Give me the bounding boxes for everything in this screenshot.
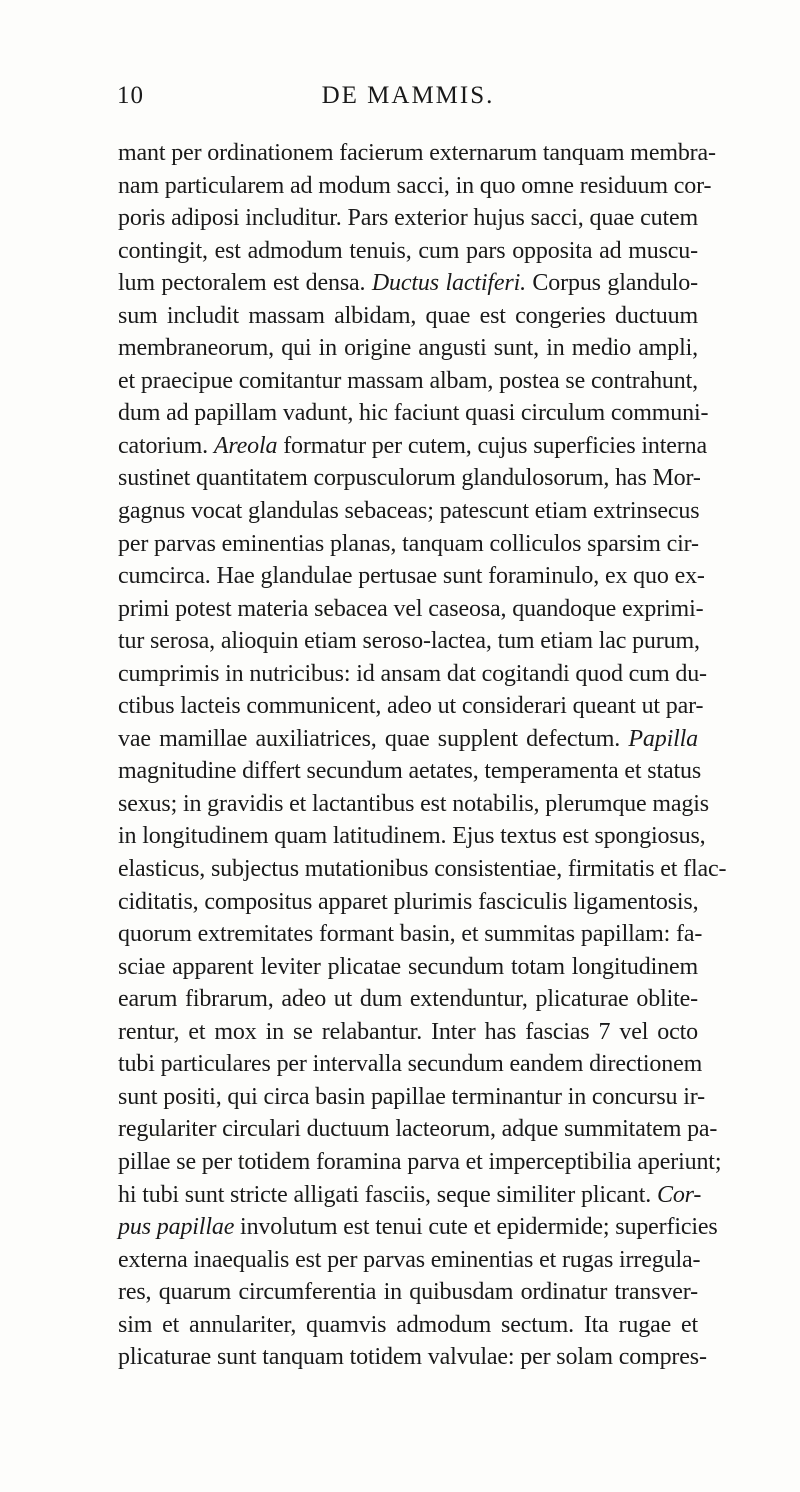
text-run: tur serosa, alioquin etiam seroso-lactea, tum etiam lac purum, (118, 628, 700, 655)
running-title: DE MAMMIS. (321, 82, 495, 109)
text-line (118, 170, 712, 203)
text-run: sum includit massam albidam, quae est congeries ductuum (118, 302, 698, 329)
text-run: nam particularem ad modum sacci, in quo omne residuum cor- (118, 172, 712, 199)
text-run: per parvas eminentias planas, tanquam colliculos sparsim cir- (118, 530, 699, 557)
text-run: contingit, est admodum tenuis, cum pars opposita ad muscu- (118, 237, 698, 264)
text-run: poris adiposi includitur. Pars exterior hujus sacci, quae cutem (118, 205, 698, 232)
text-line (118, 1016, 698, 1049)
text-run: sustinet quantitatem corpusculorum glandulosorum, has Mor- (118, 465, 701, 492)
text-run: cumcirca. Hae glandulae pertusae sunt foraminulo, ex quo ex- (118, 563, 705, 590)
text-line (118, 462, 701, 495)
text-run: elasticus, subjectus mutationibus consistentiae, firmitatis et flac- (118, 856, 727, 883)
text-run: mant per ordinationem facierum externarum tanquam membra- (118, 140, 716, 166)
italic-run: Papilla (628, 725, 698, 752)
text-line (118, 593, 704, 626)
text-run: magnitudine differt secundum aetates, temperamenta et status (118, 758, 702, 785)
text-run: primi potest materia sebacea vel caseosa, quandoque exprimi- (118, 595, 704, 622)
running-head (117, 82, 699, 116)
page-number: 10 (117, 82, 144, 109)
text-run: regulariter circulari ductuum lacteorum, adque summitatem pa- (118, 1116, 718, 1143)
text-run: rentur, et mox in se relabantur. Inter has fascias 7 vel octo (118, 1018, 698, 1045)
text-run: hi tubi sunt stricte alligati fasciis, seque similiter plicant. (118, 1181, 657, 1208)
text-line (118, 430, 707, 463)
text-line (118, 1048, 703, 1081)
text-run: plicaturae sunt tanquam totidem valvulae: per solam compres- (118, 1344, 707, 1371)
text-run: in longitudinem quam latitudinem. Ejus textus est spongiosus, (118, 823, 706, 850)
text-line (118, 1341, 707, 1374)
italic-run: Areola (213, 432, 278, 459)
text-run: Corpus glandulo- (525, 270, 698, 297)
text-line (118, 1146, 722, 1179)
text-line (118, 723, 698, 756)
text-line (118, 918, 703, 951)
text-line (118, 755, 702, 788)
body-text (118, 137, 727, 1374)
text-line (118, 1309, 698, 1342)
text-run: cumprimis in nutricibus: id ansam dat cogitandi quod cum du- (118, 660, 707, 687)
text-line (118, 235, 698, 268)
text-run: res, quarum circumferentia in quibusdam ordinatur transver- (118, 1279, 698, 1306)
text-line (118, 495, 698, 528)
italic-run: pus papillae (118, 1214, 235, 1241)
text-line (118, 1179, 702, 1212)
text-line (118, 690, 704, 723)
text-run: et praecipue comitantur massam albam, postea se contrahunt, (118, 367, 698, 394)
text-line (118, 1276, 698, 1309)
text-run: dum ad papillam vadunt, hic faciunt quasi circulum communi- (118, 400, 709, 427)
text-line (118, 625, 698, 658)
text-run: ctibus lacteis communicent, adeo ut considerari queant ut par- (118, 693, 704, 720)
text-line (118, 658, 707, 691)
text-line (118, 202, 698, 235)
text-run: formatur per cutem, cujus superficies interna (277, 432, 707, 459)
text-run: sim et annulariter, quamvis admodum sectum. Ita rugae et (118, 1311, 698, 1338)
text-run: involutum est tenui cute et epidermide; superficies (234, 1214, 718, 1241)
text-line (118, 332, 698, 365)
text-run: membraneorum, qui in origine angusti sunt, in medio ampli, (118, 335, 698, 362)
text-line (118, 1211, 718, 1244)
italic-run: Ductus lactiferi. (371, 270, 526, 297)
text-line (118, 951, 698, 984)
text-run: gagnus vocat glandulas sebaceas; patescunt etiam extrinsecus (118, 498, 700, 525)
text-line (118, 300, 698, 333)
text-line (118, 267, 698, 300)
text-run: quorum extremitates formant basin, et summitas papillam: fa- (118, 921, 703, 948)
text-line (118, 1081, 705, 1114)
text-line (118, 983, 698, 1016)
text-line (118, 137, 716, 170)
text-line (118, 528, 698, 561)
text-line (118, 560, 705, 593)
text-line (118, 886, 698, 919)
text-run: pillae se per totidem foramina parva et imperceptibilia aperiunt; (118, 1148, 722, 1175)
text-line (118, 1244, 701, 1277)
text-line (118, 820, 706, 853)
text-run: sunt positi, qui circa basin papillae terminantur in concursu ir- (118, 1083, 705, 1110)
text-run: catorium. (118, 432, 214, 459)
text-line (118, 1113, 718, 1146)
text-line (118, 788, 709, 821)
text-line (118, 397, 709, 430)
italic-run: Cor- (656, 1181, 702, 1208)
text-run: lum pectoralem est densa. (118, 270, 372, 297)
text-run: ciditatis, compositus apparet plurimis fasciculis ligamentosis, (118, 888, 699, 915)
text-run: earum fibrarum, adeo ut dum extenduntur, plicaturae oblite- (118, 986, 698, 1013)
text-run: vae mamillae auxiliatrices, quae supplent defectum. (118, 725, 629, 752)
text-run: sexus; in gravidis et lactantibus est notabilis, plerumque magis (118, 790, 709, 817)
text-run: externa inaequalis est per parvas eminentias et rugas irregula- (118, 1246, 701, 1273)
text-line (118, 365, 698, 398)
text-line (118, 853, 727, 886)
text-run: sciae apparent leviter plicatae secundum totam longitudinem (118, 953, 698, 980)
text-run: tubi particulares per intervalla secundum eandem directionem (118, 1051, 703, 1078)
